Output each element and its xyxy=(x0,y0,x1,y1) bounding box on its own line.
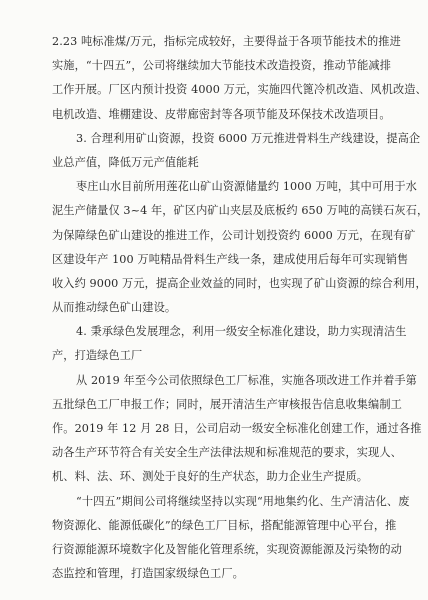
text-line: 区建设年产 100 万吨精品骨料生产线一条，建成使用后每年可实现销售 xyxy=(52,252,409,266)
text-line: 泥生产储量仅 3~4 年，矿区内矿山夹层及底板约 650 万吨的高镁石灰石， xyxy=(52,204,428,218)
text-line: 实施，“十四五”，公司将继续加大节能技术改造投资，推动节能减排 xyxy=(52,59,391,73)
text-line: 从而推动绿色矿山建设。 xyxy=(52,301,177,315)
paragraph-start: 从 2019 年至今公司依照绿色工厂标准，实施各项改进工作并着手第 xyxy=(76,373,417,387)
text-line: 物资源化、能源低碳化”的绿色工厂目标，搭配能源管理中心平台，推 xyxy=(52,518,397,532)
section-heading-3: 3. 合理利用矿山资源，投资 6000 万元推进骨料生产线建设，提高企 xyxy=(76,131,421,145)
text-line: 动各生产环节符合有关安全生产法律法规和标准规范的要求，实现人、 xyxy=(52,446,402,460)
paragraph-start: “十四五”期间公司将继续坚持以实现“用地集约化、生产清洁化、废 xyxy=(76,494,410,508)
text-line: 电机改造、堆棚建设、皮带廊密封等各项节能及环保技术改造项目。 xyxy=(52,107,391,121)
text-line: 为保障绿色矿山建设的推进工作，公司计划投资约 6000 万元，在现有矿 xyxy=(52,228,416,242)
text-line: 2.23 吨标准煤/万元，指标完成较好，主要得益于各项节能技术的推进 xyxy=(52,35,401,48)
text-line: 行资源能源环境数字化及智能化管理系统，实现资源能源及污染物的动 xyxy=(52,542,402,556)
text-line: 机、料、法、环、测处于良好的生产状态，助力企业生产提质。 xyxy=(52,470,369,484)
text-line: 作。2019 年 12 月 28 日，公司启动一级安全标准化创建工作，通过各推 xyxy=(52,422,422,435)
section-heading-4-cont: 产，打造绿色工厂 xyxy=(52,349,143,363)
paragraph-start: 枣庄山水目前所用莲花山矿山资源储量约 1000 万吨，其中可用于水 xyxy=(76,180,417,194)
text-line: 收入约 9000 万元，提高企业效益的同时，也实现了矿山资源的综合利用， xyxy=(52,276,427,290)
section-heading-4: 4. 秉承绿色发展理念，利用一级安全标准化建设，助力实现清洁生 xyxy=(76,325,407,339)
text-line: 态监控和管理，打造国家级绿色工厂。 xyxy=(52,567,244,581)
text-line: 工作开展。厂区内预计投资 4000 万元，实施四代篦冷机改造、风机改造、 xyxy=(52,83,427,97)
section-heading-3-cont: 业总产值，降低万元产值能耗 xyxy=(52,155,199,169)
text-line: 五批绿色工厂申报工作；同时，展开清洁生产审核报告信息收集编制工 xyxy=(52,397,402,411)
